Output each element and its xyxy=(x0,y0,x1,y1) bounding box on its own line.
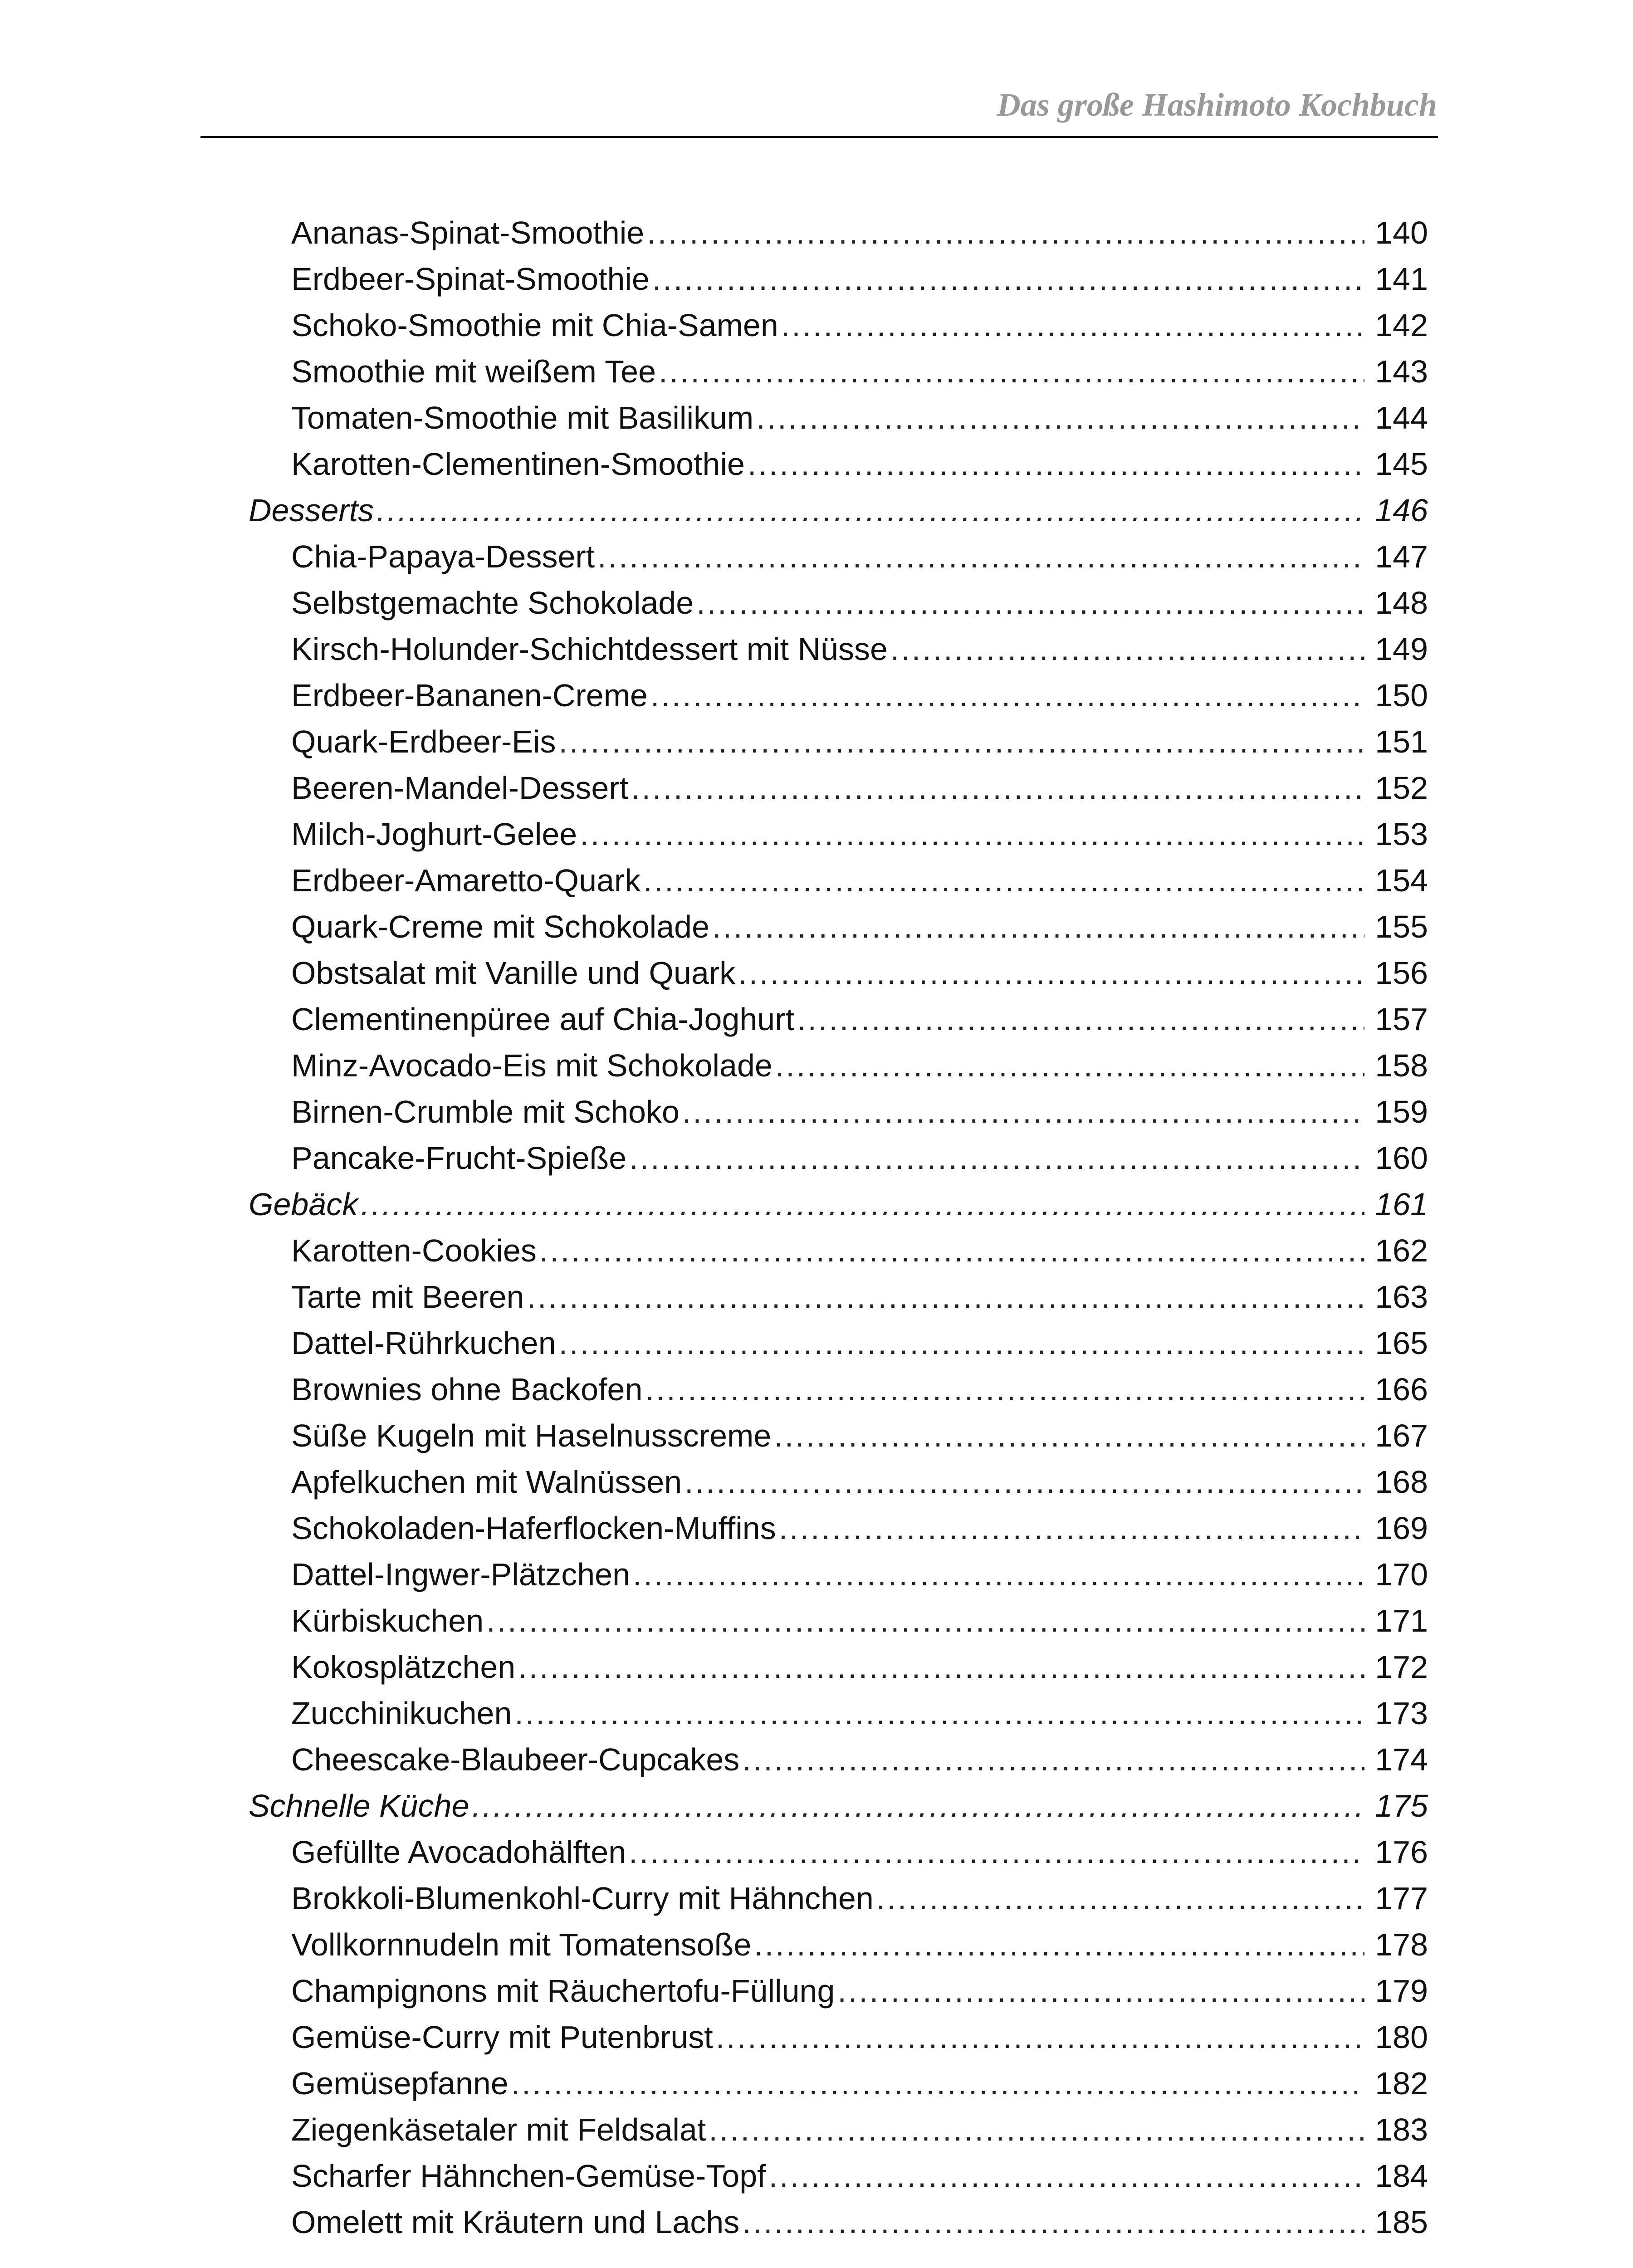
dot-leader xyxy=(472,1783,1364,1829)
toc-entry-page-number: 171 xyxy=(1375,1603,1428,1638)
dot-leader xyxy=(597,533,1364,580)
dot-leader xyxy=(779,1505,1364,1551)
toc-entry-page-number: 183 xyxy=(1375,2112,1428,2147)
toc-entry-page-number: 180 xyxy=(1375,2019,1428,2055)
toc-entry-page-number: 163 xyxy=(1375,1279,1428,1315)
toc-entry-title: Tarte mit Beeren xyxy=(291,1279,524,1315)
dot-leader xyxy=(511,2060,1364,2107)
toc-entry-title: Desserts xyxy=(249,493,374,528)
toc-entry-page-number: 158 xyxy=(1375,1048,1428,1083)
toc-entry xyxy=(249,395,1428,441)
toc-entry xyxy=(249,2107,1428,2153)
toc-entry xyxy=(249,1227,1428,1274)
toc-entry xyxy=(249,672,1428,719)
toc-entry-page-number: 148 xyxy=(1375,585,1428,621)
toc-entry-page-number: 149 xyxy=(1375,631,1428,667)
toc-entry-page-number: 184 xyxy=(1375,2158,1428,2194)
toc-entry-title: Gefüllte Avocadohälften xyxy=(291,1834,626,1870)
running-header-title: Das große Hashimoto Kochbuch xyxy=(997,87,1437,123)
toc-entry-page-number: 172 xyxy=(1375,1649,1428,1685)
toc-entry-page-number: 185 xyxy=(1375,2204,1428,2240)
dot-leader xyxy=(361,1181,1364,1227)
toc-entry xyxy=(249,2060,1428,2107)
dot-leader xyxy=(775,1042,1364,1089)
toc-entry-page-number: 151 xyxy=(1375,724,1428,759)
toc-entry-page-number: 176 xyxy=(1375,1834,1428,1870)
dot-leader xyxy=(647,210,1364,256)
dot-leader xyxy=(709,2107,1364,2153)
dot-leader xyxy=(876,1875,1364,1921)
dot-leader xyxy=(633,1551,1364,1598)
toc-entry-title: Tomaten-Smoothie mit Basilikum xyxy=(291,400,754,435)
toc-entry xyxy=(249,1089,1428,1135)
toc-entry-title: Zucchinikuchen xyxy=(291,1696,512,1731)
toc-entry-title: Kokosplätzchen xyxy=(291,1649,516,1685)
dot-leader xyxy=(742,1736,1364,1783)
toc-entry xyxy=(249,904,1428,950)
toc-entry-title: Erdbeer-Spinat-Smoothie xyxy=(291,261,650,297)
toc-entry-title: Süße Kugeln mit Haselnusscreme xyxy=(291,1418,772,1453)
toc-entry-page-number: 160 xyxy=(1375,1140,1428,1176)
toc-section-entry xyxy=(249,1783,1428,1829)
toc-entry xyxy=(249,1598,1428,1644)
toc-entry-page-number: 170 xyxy=(1375,1557,1428,1592)
toc-entry-title: Clementinenpüree auf Chia-Joghurt xyxy=(291,1002,794,1037)
toc-entry xyxy=(249,348,1428,395)
toc-entry xyxy=(249,580,1428,626)
toc-entry-title: Quark-Erdbeer-Eis xyxy=(291,724,556,759)
toc-entry xyxy=(249,1366,1428,1413)
toc-entry-title: Erdbeer-Bananen-Creme xyxy=(291,678,648,713)
toc-entry-title: Ananas-Spinat-Smoothie xyxy=(291,215,645,250)
toc-entry-page-number: 144 xyxy=(1375,400,1428,435)
dot-leader xyxy=(890,626,1364,672)
toc-entry-page-number: 162 xyxy=(1375,1233,1428,1268)
toc-entry xyxy=(249,626,1428,672)
toc-entry xyxy=(249,719,1428,765)
toc-entry-title: Gebäck xyxy=(249,1187,358,1222)
toc-entry xyxy=(249,996,1428,1042)
dot-leader xyxy=(748,441,1364,487)
toc-entry-page-number: 152 xyxy=(1375,770,1428,806)
toc-entry-title: Omelett mit Kräutern und Lachs xyxy=(291,2204,740,2240)
toc-entry-page-number: 175 xyxy=(1375,1788,1428,1823)
toc-entry-title: Beeren-Mandel-Dessert xyxy=(291,770,629,806)
toc-entry-page-number: 153 xyxy=(1375,816,1428,852)
dot-leader xyxy=(629,1829,1364,1875)
toc-entry-title: Brownies ohne Backofen xyxy=(291,1372,643,1407)
toc-entry-title: Dattel-Ingwer-Plätzchen xyxy=(291,1557,630,1592)
dot-leader xyxy=(716,2014,1364,2060)
toc-entry xyxy=(249,1690,1428,1736)
dot-leader xyxy=(514,1690,1364,1736)
dot-leader xyxy=(629,1135,1364,1181)
toc-entry-title: Karotten-Clementinen-Smoothie xyxy=(291,446,745,482)
toc-entry-title: Pancake-Frucht-Spieße xyxy=(291,1140,627,1176)
dot-leader xyxy=(659,348,1364,395)
dot-leader xyxy=(712,904,1364,950)
toc-entry-page-number: 157 xyxy=(1375,1002,1428,1037)
dot-leader xyxy=(781,302,1364,348)
toc-entry-title: Kürbiskuchen xyxy=(291,1603,484,1638)
toc-section-entry xyxy=(249,1181,1428,1227)
toc-entry-title: Obstsalat mit Vanille und Quark xyxy=(291,955,736,991)
toc-entry xyxy=(249,2199,1428,2245)
header-rule xyxy=(200,136,1438,138)
toc-entry-page-number: 156 xyxy=(1375,955,1428,991)
dot-leader xyxy=(754,1921,1364,1968)
dot-leader xyxy=(527,1274,1364,1320)
toc-entry-title: Karotten-Cookies xyxy=(291,1233,537,1268)
toc-entry-page-number: 161 xyxy=(1375,1187,1428,1222)
toc-entry-page-number: 141 xyxy=(1375,261,1428,297)
toc-entry-page-number: 143 xyxy=(1375,354,1428,389)
toc-entry-page-number: 169 xyxy=(1375,1510,1428,1546)
toc-entry-title: Dattel-Rührkuchen xyxy=(291,1325,556,1361)
toc-entry xyxy=(249,1736,1428,1783)
toc-entry xyxy=(249,1551,1428,1598)
toc-entry-title: Selbstgemachte Schokolade xyxy=(291,585,694,621)
toc-entry-page-number: 165 xyxy=(1375,1325,1428,1361)
toc-entry-page-number: 166 xyxy=(1375,1372,1428,1407)
toc-entry-page-number: 154 xyxy=(1375,863,1428,898)
toc-entry-page-number: 159 xyxy=(1375,1094,1428,1129)
toc-entry xyxy=(249,2153,1428,2199)
dot-leader xyxy=(650,672,1364,719)
toc-entry xyxy=(249,2014,1428,2060)
toc-entry xyxy=(249,256,1428,302)
toc-entry-title: Kirsch-Holunder-Schichtdessert mit Nüsse xyxy=(291,631,888,667)
toc-entry xyxy=(249,1875,1428,1921)
toc-section-entry xyxy=(249,487,1428,533)
toc-entry-page-number: 173 xyxy=(1375,1696,1428,1731)
toc-entry-title: Apfelkuchen mit Walnüssen xyxy=(291,1464,682,1500)
toc-entry-page-number: 167 xyxy=(1375,1418,1428,1453)
dot-leader xyxy=(774,1413,1364,1459)
toc-entry-title: Brokkoli-Blumenkohl-Curry mit Hähnchen xyxy=(291,1881,874,1916)
toc-entry-title: Ziegenkäsetaler mit Feldsalat xyxy=(291,2112,706,2147)
table-of-contents xyxy=(249,210,1428,2245)
toc-entry xyxy=(249,1320,1428,1366)
toc-entry-title: Quark-Creme mit Schokolade xyxy=(291,909,709,944)
toc-entry xyxy=(249,1413,1428,1459)
toc-entry xyxy=(249,1921,1428,1968)
toc-entry-page-number: 182 xyxy=(1375,2066,1428,2101)
dot-leader xyxy=(580,811,1364,857)
toc-entry-title: Gemüsepfanne xyxy=(291,2066,508,2101)
toc-entry-title: Milch-Joghurt-Gelee xyxy=(291,816,577,852)
dot-leader xyxy=(645,1366,1364,1413)
dot-leader xyxy=(797,996,1364,1042)
toc-entry-title: Scharfer Hähnchen-Gemüse-Topf xyxy=(291,2158,766,2194)
toc-entry-title: Vollkornnudeln mit Tomatensoße xyxy=(291,1927,752,1962)
dot-leader xyxy=(486,1598,1364,1644)
dot-leader xyxy=(559,1320,1364,1366)
toc-entry-title: Schokoladen-Haferflocken-Muffins xyxy=(291,1510,776,1546)
dot-leader xyxy=(684,1459,1364,1505)
toc-entry-page-number: 155 xyxy=(1375,909,1428,944)
dot-leader xyxy=(738,950,1364,996)
dot-leader xyxy=(518,1644,1364,1690)
dot-leader xyxy=(631,765,1364,811)
dot-leader xyxy=(559,719,1364,765)
toc-entry xyxy=(249,1459,1428,1505)
toc-entry-page-number: 145 xyxy=(1375,446,1428,482)
dot-leader xyxy=(539,1227,1364,1274)
toc-entry xyxy=(249,1505,1428,1551)
toc-entry-page-number: 177 xyxy=(1375,1881,1428,1916)
toc-entry-title: Erdbeer-Amaretto-Quark xyxy=(291,863,641,898)
toc-entry-title: Birnen-Crumble mit Schoko xyxy=(291,1094,680,1129)
toc-entry xyxy=(249,441,1428,487)
toc-entry-title: Cheescake-Blaubeer-Cupcakes xyxy=(291,1742,740,1777)
toc-entry xyxy=(249,1274,1428,1320)
dot-leader xyxy=(742,2199,1364,2245)
toc-entry xyxy=(249,857,1428,904)
dot-leader xyxy=(696,580,1364,626)
toc-entry xyxy=(249,811,1428,857)
toc-entry-page-number: 147 xyxy=(1375,539,1428,574)
toc-entry-page-number: 146 xyxy=(1375,493,1428,528)
dot-leader xyxy=(756,395,1364,441)
toc-entry-page-number: 140 xyxy=(1375,215,1428,250)
dot-leader xyxy=(769,2153,1364,2199)
toc-entry-title: Minz-Avocado-Eis mit Schokolade xyxy=(291,1048,772,1083)
toc-entry-page-number: 174 xyxy=(1375,1742,1428,1777)
toc-entry xyxy=(249,1042,1428,1089)
toc-entry xyxy=(249,1135,1428,1181)
toc-entry xyxy=(249,765,1428,811)
dot-leader xyxy=(837,1968,1364,2014)
toc-entry-page-number: 178 xyxy=(1375,1927,1428,1962)
toc-entry xyxy=(249,210,1428,256)
toc-entry-title: Chia-Papaya-Dessert xyxy=(291,539,595,574)
toc-entry-page-number: 168 xyxy=(1375,1464,1428,1500)
toc-entry-title: Smoothie mit weißem Tee xyxy=(291,354,656,389)
dot-leader xyxy=(376,487,1364,533)
toc-entry-page-number: 150 xyxy=(1375,678,1428,713)
toc-entry xyxy=(249,302,1428,348)
toc-entry-page-number: 142 xyxy=(1375,308,1428,343)
toc-entry-page-number: 179 xyxy=(1375,1973,1428,2009)
toc-entry xyxy=(249,1644,1428,1690)
toc-entry xyxy=(249,1968,1428,2014)
toc-entry-title: Schnelle Küche xyxy=(249,1788,469,1823)
toc-entry-title: Schoko-Smoothie mit Chia-Samen xyxy=(291,308,778,343)
toc-entry-title: Gemüse-Curry mit Putenbrust xyxy=(291,2019,713,2055)
toc-entry xyxy=(249,950,1428,996)
toc-entry xyxy=(249,1829,1428,1875)
toc-entry-title: Champignons mit Räuchertofu-Füllung xyxy=(291,1973,835,2009)
dot-leader xyxy=(643,857,1364,904)
dot-leader xyxy=(682,1089,1364,1135)
dot-leader xyxy=(652,256,1364,302)
toc-entry xyxy=(249,533,1428,580)
